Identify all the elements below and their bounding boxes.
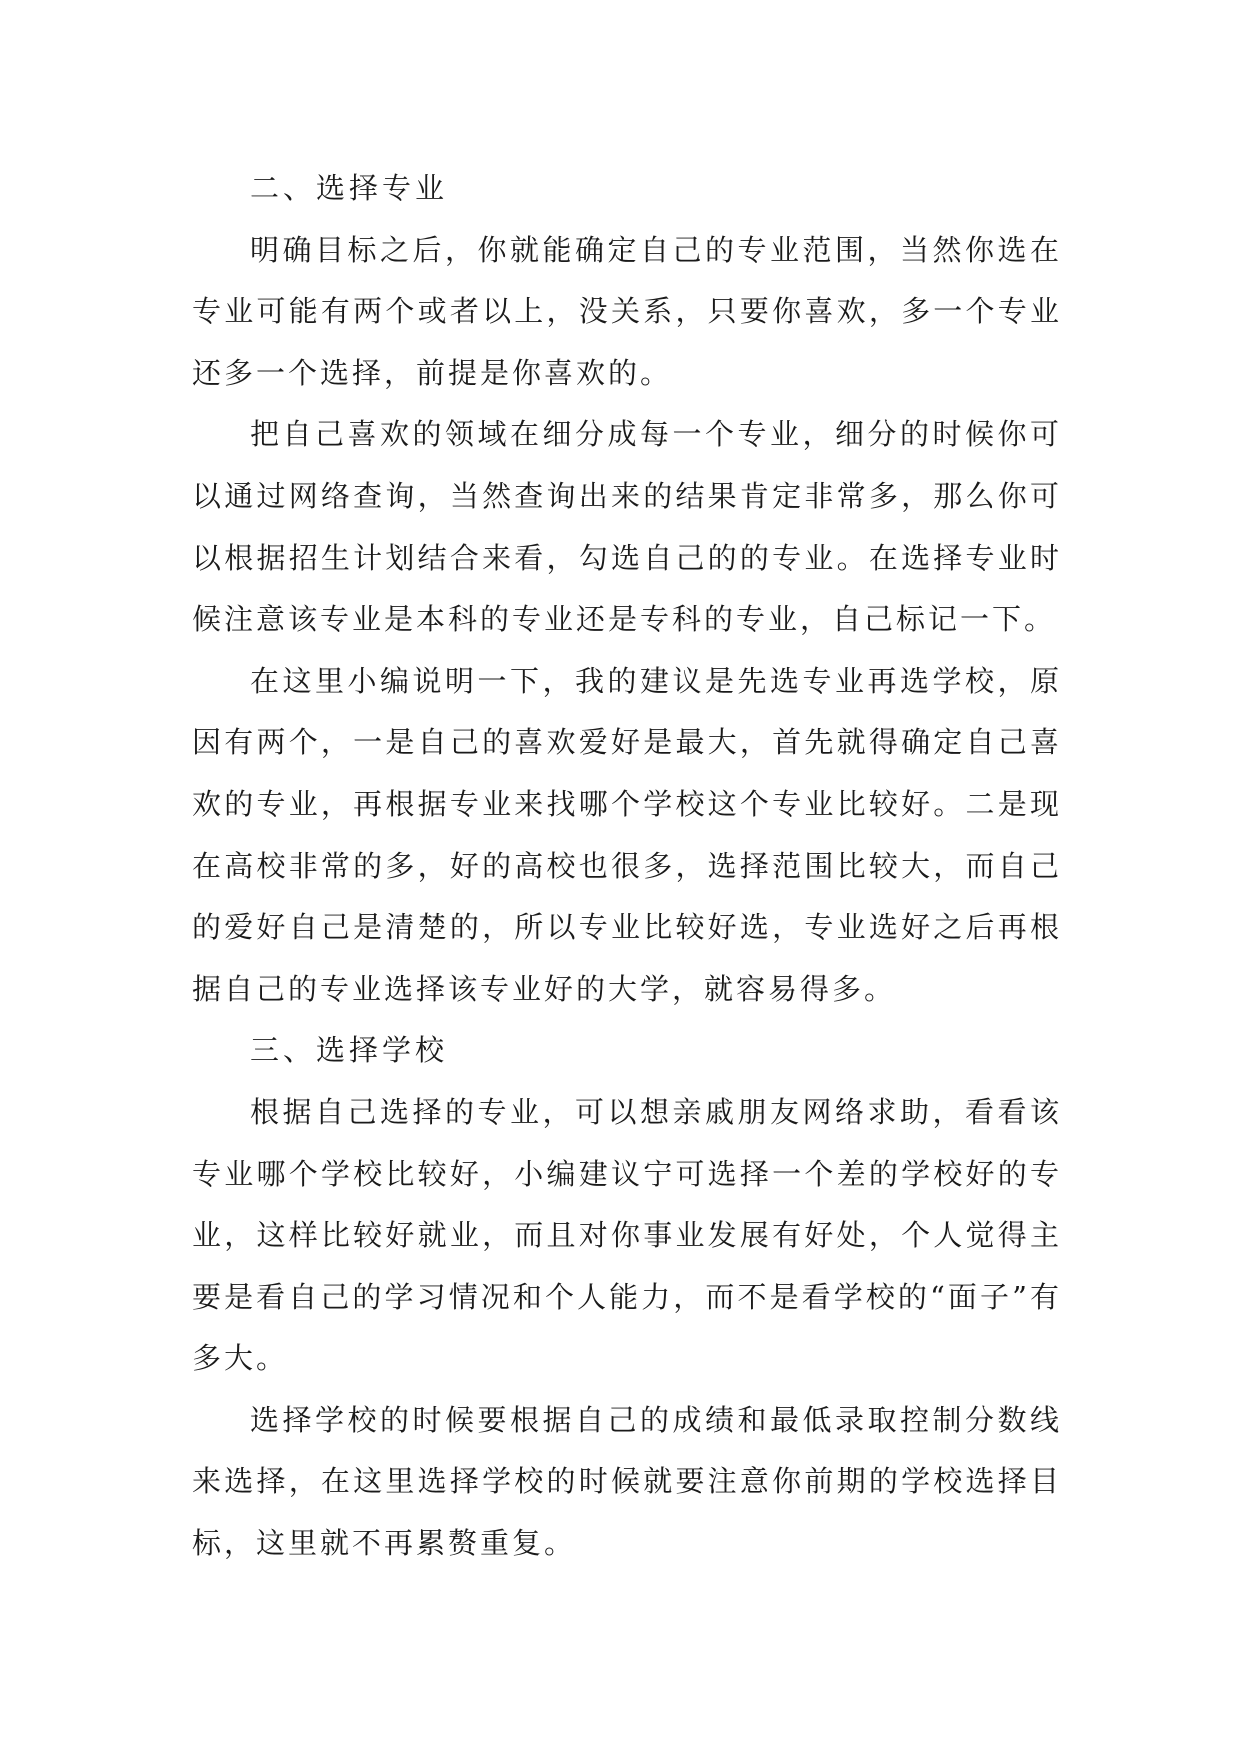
paragraph: 根据自己选择的专业，可以想亲戚朋友网络求助，看看该专业哪个学校比较好，小编建议宁可选择一个差的学校好的专业，这样比较好就业，而且对你事业发展有好处，个人觉得主要是看自己的学习情况和个人能力，而不是看学校的“面子”有多大。 xyxy=(192,1094,1062,1376)
paragraph: 把自己喜欢的领域在细分成每一个专业，细分的时候你可以通过网络查询，当然查询出来的结果肯定非常多，那么你可以根据招生计划结合来看，勾选自己的的专业。在选择专业时候注意该专业是本科的专业还是专科的专业，自己标记一下。 xyxy=(192,417,1062,637)
paragraph: 明确目标之后，你就能确定自己的专业范围，当然你选在专业可能有两个或者以上，没关系，只要你喜欢，多一个专业还多一个选择，前提是你喜欢的。 xyxy=(192,232,1062,390)
paragraph: 选择学校的时候要根据自己的成绩和最低录取控制分数线来选择，在这里选择学校的时候就要注意你前期的学校选择目标，这里就不再累赘重复。 xyxy=(192,1402,1062,1561)
paragraph: 在这里小编说明一下，我的建议是先选专业再选学校，原因有两个，一是自己的喜欢爱好是最大，首先就得确定自己喜欢的专业，再根据专业来找哪个学校这个专业比较好。二是现在高校非常的多，好的高校也很多，选择范围比较大，而自己的爱好自己是清楚的，所以专业比较好选，专业选好之后再根据自己的专业选择该专业好的大学，就容易得多。 xyxy=(192,663,1062,1006)
document-body xyxy=(192,158,1062,1575)
section-heading-choose-major: 二、选择专业 xyxy=(250,171,449,205)
section-heading-choose-school: 三、选择学校 xyxy=(250,1033,449,1068)
